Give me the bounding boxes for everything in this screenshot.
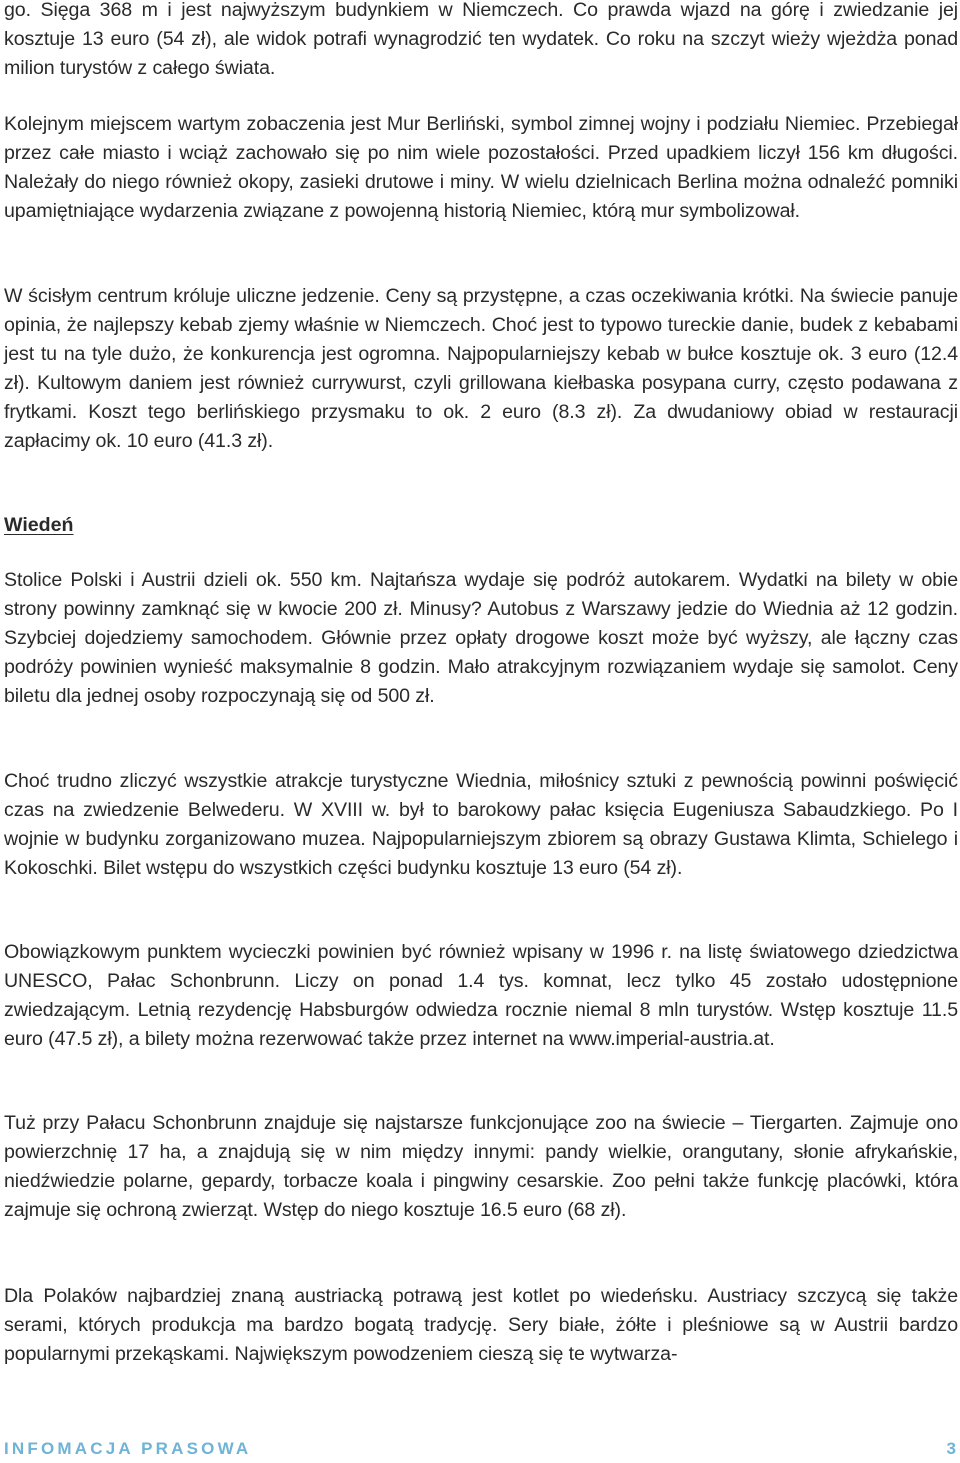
page-number: 3	[946, 1439, 956, 1458]
paragraph-vienna-travel: Stolice Polski i Austrii dzieli ok. 550 km. Najtańsza wydaje się podróż autokarem. Wydatki na bilety w obie strony powinny zamknąć się w kwocie 200 zł. Minusy? Autobus z Warszawy jedzie do Wiednia aż 12 godzin. Szybciej dojedziemy samochodem. Głównie przez opłaty drogowe koszt może być wyższy, ale łączny czas podróży powinien wynieść maksymalnie 8 godzin. Mało atrakcyjnym rozwiązaniem wydaje się samolot. Ceny biletu dla jednej osoby rozpoczynają się od 500 zł.	[4, 569, 958, 707]
page-footer	[4, 1439, 956, 1463]
footer-label: INFOMACJA PRASOWA	[4, 1439, 252, 1458]
paragraph-tiergarten: Tuż przy Pałacu Schonbrunn znajduje się najstarsze funkcjonujące zoo na świecie – Tiergarten. Zajmuje ono powierzchnię 17 ha, a znajdują się w nim między innymi: pandy wielkie, orangutany, słonie afrykańskie, niedźwiedzie polarne, gepardy, torbacze koala i pingwiny cesarskie. Zoo pełni także funkcję placówki, która zajmuje się ochroną zwierząt. Wstęp do niego kosztuje 16.5 euro (68 zł).	[4, 1112, 958, 1221]
paragraph-belvedere: Choć trudno zliczyć wszystkie atrakcje turystyczne Wiednia, miłośnicy sztuki z pewnością powinni poświęcić czas na zwiedzenie Belwederu. W XVIII w. był to barokowy pałac księcia Eugeniusza Sabaudzkiego. Po I wojnie w budynku zorganizowano muzea. Najpopularniejszym zbiorem są obrazy Gustawa Klimta, Schielego i Kokoschki. Bilet wstępu do wszystkich części budynku kosztuje 13 euro (54 zł).	[4, 770, 958, 879]
paragraph-berlin-tv-tower: go. Sięga 368 m i jest najwyższym budynkiem w Niemczech. Co prawda wjazd na górę i zwiedzanie jej kosztuje 13 euro (54 zł), ale widok potrafi wynagrodzić ten wydatek. Co roku na szczyt wieży wjeżdża ponad milion turystów z całego świata.	[4, 0, 958, 79]
paragraph-street-food: W ścisłym centrum króluje uliczne jedzenie. Ceny są przystępne, a czas oczekiwania krótki. Na świecie panuje opinia, że najlepszy kebab zjemy właśnie w Niemczech. Choć jest to typowo tureckie danie, budek z kebabami jest tu na tyle dużo, że konkurencja jest ogromna. Najpopularniejszy kebab w bułce kosztuje ok. 3 euro (12.4 zł). Kultowym daniem jest również currywurst, czyli grillowana kiełbaska posypana curry, często podawana z frytkami. Koszt tego berlińskiego przysmaku to ok. 2 euro (8.3 zł). Za dwudaniowy obiad w restauracji zapłacimy ok. 10 euro (41.3 zł).	[4, 285, 958, 452]
paragraph-schonbrunn: Obowiązkowym punktem wycieczki powinien być również wpisany w 1996 r. na listę światowego dziedzictwa UNESCO, Pałac Schonbrunn. Liczy on ponad 1.4 tys. komnat, lecz tylko 45 zostało udostępnione zwiedzającym. Letnią rezydencję Habsburgów odwiedza rocznie niemal 8 mln turystów. Wstęp kosztuje 11.5 euro (47.5 zł), a bilety można rezerwować także przez internet na www.imperial-austria.at.	[4, 941, 958, 1050]
paragraph-berlin-wall: Kolejnym miejscem wartym zobaczenia jest Mur Berliński, symbol zimnej wojny i podziału Niemiec. Przebiegał przez całe miasto i wciąż zachowało się po nim wiele pozostałości. Przed upadkiem liczył 156 km długości. Należały do niego również okopy, zasieki drutowe i miny. W wielu dzielnicach Berlina można odnaleźć pomniki upamiętniające wydarzenia związane z powojenną historią Niemiec, którą mur symbolizował.	[4, 113, 958, 222]
section-heading-vienna: Wiedeń	[4, 514, 74, 536]
paragraph-austrian-food: Dla Polaków najbardziej znaną austriacką potrawą jest kotlet po wiedeńsku. Austriacy szczycą się także serami, których produkcja ma bardzo bogatą tradycję. Sery białe, żółte i pleśniowe są w Austrii bardzo popularnymi przekąskami. Największym powodzeniem cieszą się te wytwarza-	[4, 1285, 958, 1365]
